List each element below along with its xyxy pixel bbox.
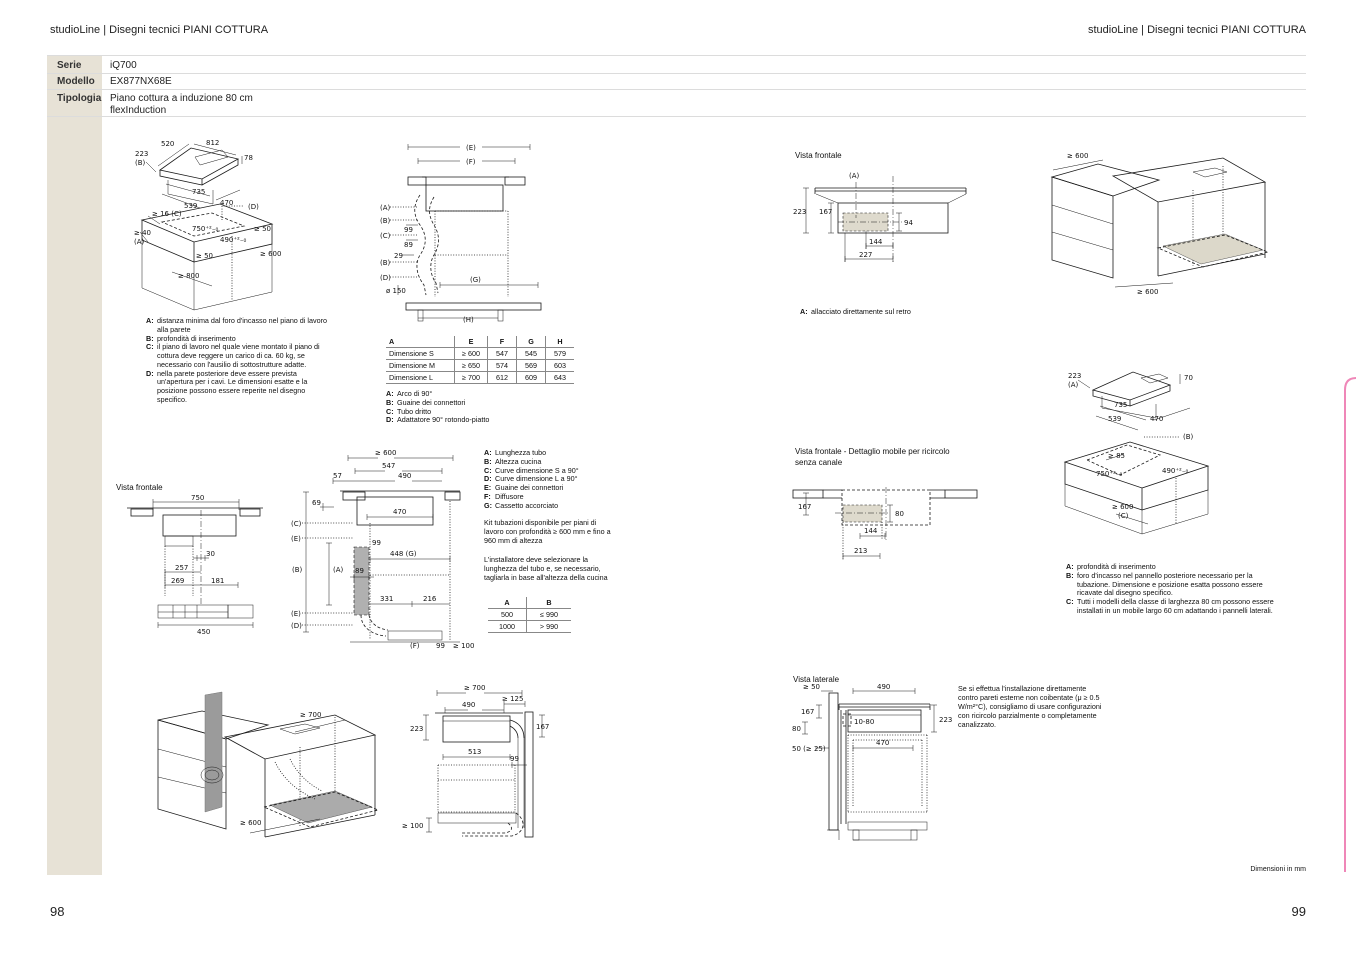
dim-label: 213 [854,547,868,555]
dim-label: 735 [1114,401,1128,409]
drawing-title-vista-frontale-2: Vista frontale [795,151,842,160]
dim-label: 490 [462,701,476,709]
table-cell: 612 [488,372,517,384]
table-header: A [488,597,527,609]
dim-label: 470 [876,739,890,747]
dim-label: (H) [463,316,474,324]
legend-key: B: [484,456,492,466]
dim-label: 99 [404,226,413,234]
dim-label: 57 [333,472,342,480]
dim-label: 216 [423,595,437,603]
dim-label: 490⁺²₋₀ [220,236,247,244]
dim-label: 227 [859,251,873,259]
dim-label: 448 (G) [390,550,417,558]
table-cell: 574 [488,360,517,372]
legend-kit-parts [484,449,612,510]
tube-length-table [488,597,571,633]
legend-key: A: [386,389,394,398]
legend-text: profondità di inserimento [1077,562,1156,571]
dim-label: (A) [849,172,860,180]
dim-label: 29 [394,252,403,260]
drawing-title-vista-frontale: Vista frontale [116,483,163,492]
dim-label: ≥ 50 [196,252,213,260]
legend-key: C: [146,342,154,352]
legend-text: nella parete posteriore deve essere prevista un'apertura per i cavi. Le dimensioni esatte e la posizione possono essere reperite nel disegno specifico. [157,368,308,405]
table-row [488,621,571,633]
table-header: E [455,336,488,348]
legend-text: Curve dimensione L a 90° [495,474,578,484]
dim-label: 470 [1150,415,1164,423]
legend-text: Guaine dei connettori [495,483,564,493]
drawing-title-detail-line1: Vista frontale - Dettaglio mobile per ricircolo [795,447,950,456]
dim-label: ≥ 600 [240,819,262,827]
legend-worktop-notes [1066,563,1286,616]
dim-label: 80 [895,510,904,518]
legend-text: Diffusore [495,491,524,501]
dim-label: ≥ 125 [502,695,524,703]
legend-text: distanza minima dal foro d'incasso nel piano di lavoro alla parete [157,316,327,334]
table-row [386,372,574,384]
dim-label: ≥ 100 [402,822,424,830]
dim-label: (A) [134,238,145,246]
dim-label: 450 [197,628,211,636]
serie-value: iQ700 [110,60,137,71]
dim-label: ≥ 600 [375,449,397,457]
legend-key: A: [146,316,154,325]
table-header: F [488,336,517,348]
drawing-title-vista-laterale: Vista laterale [793,675,840,684]
dim-label: 257 [175,564,189,572]
drawing-duct-section [378,135,563,325]
legend-key: C: [386,406,394,416]
dim-label: (C) [380,232,391,240]
header-right: studioLine | Disegni tecnici PIANI COTTURA [1087,24,1306,36]
drawing-recirculation-detail [790,482,985,574]
dim-label: 99 [510,755,519,763]
dim-label: ≥ 600 [1112,503,1134,511]
dim-label: ≥ 50 [803,684,820,691]
table-header: H [546,336,575,348]
dim-label: 94 [904,219,913,227]
dim-label: (F) [466,158,476,166]
dim-label: ≥ 700 [464,684,486,692]
dim-label: 223 [939,716,953,724]
table-cell: 579 [546,348,575,360]
tipologia-value-line2: flexInduction [110,105,167,116]
dim-label: (A) [380,204,391,212]
table-cell: 643 [546,372,575,384]
legend-key: D: [146,368,154,378]
table-cell: ≥ 600 [455,348,488,360]
dim-label: 750 [191,494,205,502]
legend-key: A: [800,307,808,316]
table-cell: 609 [517,372,546,384]
dim-label: 547 [382,462,396,470]
legend-text: Adattatore 90° rotondo-piatto [397,415,490,425]
dim-label: 78 [244,154,253,162]
legend-key: D: [484,474,492,484]
dim-label: 812 [206,139,220,147]
dim-label: (A) [1068,381,1079,389]
note-kit-availability: Kit tubazioni disponibile per piani di lavoro con profondità ≥ 600 mm e fino a 960 mm di altezza [484,518,611,545]
note-external-walls: Se si effettua l'installazione direttamente contro pareti esterne non coibentate (μ ≥ 0.5 W/m²°C), consigliamo di usare configurazioni con ricircolo parzialmente o completamente canalizzato. [958,684,1102,729]
page-number-left: 98 [50,904,65,919]
dim-label: (B) [380,217,391,225]
dim-label: 539 [184,202,198,210]
legend-text: Altezza cucina [495,456,542,466]
drawing-front-view [113,492,298,637]
dim-label: (B) [292,566,303,574]
dim-label: (C) [291,520,302,528]
dim-label: 223 [1068,372,1082,380]
legend-key: C: [484,465,492,475]
serie-label: Serie [57,60,82,71]
dim-label: 167 [798,503,812,511]
dim-label: ≥ 600 [260,250,282,258]
drawing-iso-hob-worktop [1056,366,1271,551]
modello-label: Modello [57,76,95,87]
table-row [386,348,574,360]
table-cell: 603 [546,360,575,372]
legend-key: D: [386,415,394,425]
dim-label: 520 [161,140,175,148]
drawing-side-section-wall [400,680,560,852]
drawing-side-view-wall [791,684,971,849]
dim-label: 167 [536,723,550,731]
dimensions-table [386,336,574,384]
dim-label: 10-80 [854,718,875,726]
dim-label: (C) [1118,512,1129,520]
note-installer: L'installatore deve selezionare la lunghezza del tubo e, se necessario, tagliarla in base all'altezza della cucina [484,555,608,582]
dim-label: (B) [380,259,391,267]
legend-key: B: [146,333,154,343]
table-cell: 500 [488,609,527,621]
legend-key: C: [1066,597,1074,607]
drawing-title-detail-line2: senza canale [795,458,843,467]
table-cell: ≥ 700 [455,372,488,384]
legend-text: foro d'incasso nel pannello posteriore necessario per la tubazione. Dimensione e posizione esatta possono essere ricavate dal disegno specifico. [1077,570,1263,598]
dim-label: 223 [793,208,807,216]
product-row-modello [47,72,1306,90]
dim-label: 750⁺²₋₀ [192,225,219,233]
dim-label: 269 [171,577,185,585]
dim-label: ≥ 85 [1108,452,1125,460]
dim-label: 181 [211,577,225,585]
dim-label: 223 [135,150,149,158]
legend-text: Tutti i modelli della classe di larghezza 80 cm possono essere installati in un mobile largo 60 cm adattando i pannelli laterali. [1077,597,1274,615]
dim-label: ≥ 16 (C) [152,210,182,218]
dim-label: 470 [220,199,234,207]
table-cell: Dimensione M [386,360,455,372]
dim-label: ≥ 50 [254,225,271,233]
table-cell: 569 [517,360,546,372]
legend-key: A: [1066,562,1074,571]
dim-label: 144 [864,527,878,535]
legend-text: profondità di inserimento [157,333,236,343]
dim-label: 89 [355,567,364,575]
table-header: G [517,336,546,348]
table-cell: 1000 [488,621,527,633]
dim-label: 490 [877,684,891,691]
modello-value: EX877NX68E [110,76,172,87]
tipologia-label: Tipologia [57,93,102,104]
drawing-iso-ducted-cabinet [150,687,380,852]
dim-label: (B) [1183,433,1194,441]
dim-label: 30 [206,550,215,558]
dim-label: ≥ 600 [1137,288,1159,296]
legend-rear-connection [800,308,1000,317]
product-table-label-column [47,55,102,875]
table-row [488,609,571,621]
dim-label: 223 [410,725,424,733]
dim-label: 735 [192,188,206,196]
drawing-front-view-rear-duct [793,168,1008,303]
drawing-iso-cabinet-recirculation [1043,146,1273,311]
dim-label: 89 [404,241,413,249]
table-cell: ≥ 650 [455,360,488,372]
table-cell: ≤ 990 [527,609,572,621]
legend-text: Lunghezza tubo [495,448,547,457]
dim-label: 167 [819,208,833,216]
dim-label: (B) [135,159,146,167]
dim-label: 331 [380,595,394,603]
legend-key: G: [484,500,492,510]
dim-label: 470 [393,508,407,516]
legend-text: Tubo dritto [397,406,432,416]
table-cell: Dimensione S [386,348,455,360]
dim-label: 750⁺²₋₀ [1096,470,1123,478]
dim-label: 513 [468,748,482,756]
dim-label: (G) [470,276,481,284]
dim-label: 70 [1184,374,1193,382]
legend-text: il piano di lavoro nel quale viene montato il piano di cottura deve reggere un carico di ca. 60 kg, se necessario con l'ausilio di sottostrutture adatte. [157,342,320,369]
accent-pink-marker [1342,374,1356,876]
legend-key: F: [484,491,491,501]
tipologia-value-line1: Piano cottura a induzione 80 cm [110,93,253,104]
legend-text: Guaine dei connettori [397,397,466,407]
dim-label: ≥ 100 [453,642,475,650]
dim-label: ≥ 40 [134,229,151,237]
legend-duct-parts [386,390,551,425]
dim-label: 99 [436,642,445,650]
dim-label: (D) [291,622,302,630]
dim-label: (E) [466,144,476,152]
dim-label: 539 [1108,415,1122,423]
table-row [386,360,574,372]
legend-text: allacciato direttamente sul retro [811,307,911,316]
dim-label: 490⁺²₋₀ [1162,467,1189,475]
units-note: Dimensioni in mm [1250,866,1306,873]
drawing-iso-hob-cabinet [132,132,292,327]
table-cell: > 990 [527,621,572,633]
table-header: A [386,336,455,348]
legend-text: Cassetto accorciato [495,500,559,510]
legend-key: E: [484,483,492,493]
dim-label: (D) [380,274,391,282]
legend-key: B: [1066,570,1074,580]
header-left: studioLine | Disegni tecnici PIANI COTTURA [50,24,269,36]
dim-label: (D) [248,203,259,211]
table-header: B [527,597,572,609]
dim-label: (A) [333,566,344,574]
dim-label: 99 [372,539,381,547]
dim-label: 80 [792,725,801,733]
dim-label: ≥ 700 [300,711,322,719]
legend-installation-notes [146,317,328,405]
dim-label: 144 [869,238,883,246]
dim-label: ≥ 800 [178,272,200,280]
legend-key: A: [484,448,492,457]
product-row-tipologia [47,89,1306,117]
legend-text: Curve dimensione S a 90° [495,465,579,475]
table-cell: 547 [488,348,517,360]
table-cell: Dimensione L [386,372,455,384]
legend-text: Arco di 90° [397,389,433,398]
dim-label: ≥ 600 [1067,152,1089,160]
dim-label: (F) [410,642,420,650]
dim-label: 50 (≥ 25) [792,745,826,753]
dim-label: (E) [291,610,301,618]
dim-label: ø 150 [386,287,406,295]
drawing-duct-kit-section [290,445,485,650]
dim-label: 167 [801,708,815,716]
legend-key: B: [386,397,394,407]
dim-label: 69 [312,499,321,507]
dim-label: 490 [398,472,412,480]
table-cell: 545 [517,348,546,360]
dim-label: (E) [291,535,301,543]
page-number-right: 99 [1291,904,1306,919]
